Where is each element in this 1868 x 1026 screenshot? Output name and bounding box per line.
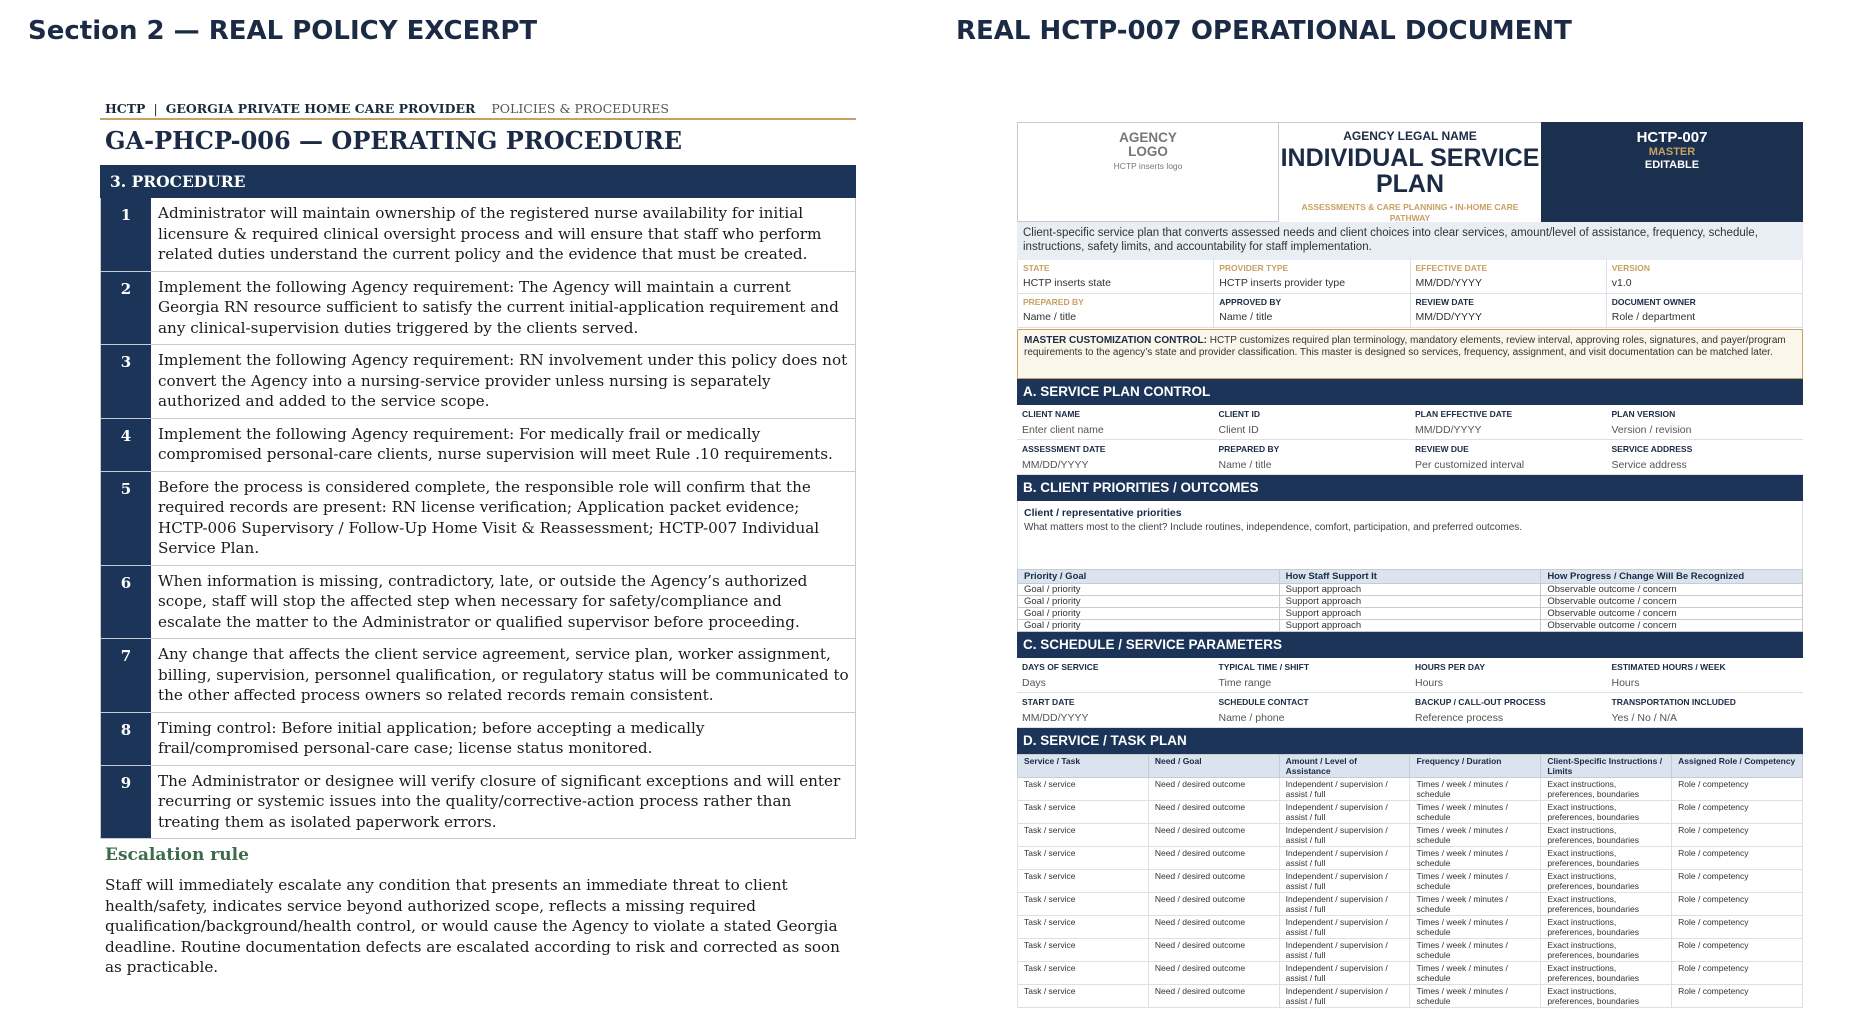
goals-cell[interactable]: Observable outcome / concern — [1541, 620, 1803, 632]
step-text: The Administrator or designee will verify closure of significant exceptions and will enter recurring or systemic issues into the quality/corrective-action process rather than treating them as isolated paperwork errors. — [158, 771, 841, 831]
meta-field[interactable] — [1018, 260, 1214, 294]
task-cell[interactable]: Times / week / minutes / schedule — [1410, 778, 1541, 801]
form-field-label: SCHEDULE CONTACT — [1218, 697, 1309, 707]
task-cell[interactable]: Role / competency — [1672, 985, 1803, 1008]
task-cell[interactable]: Times / week / minutes / schedule — [1410, 870, 1541, 893]
step-text: Administrator will maintain ownership of the registered nurse availability for initial licensure & required clinical oversight process and will ensure that staff who perform related duties understand the current policy and the evidence that must be created. — [158, 204, 822, 263]
form-field[interactable] — [1214, 658, 1411, 693]
agency-logo-placeholder — [1017, 122, 1279, 222]
step-text: Timing control: Before initial application; before accepting a medically frail/compromised personal-care case; license status monitored. — [158, 718, 705, 757]
tasks-column-header: Client-Specific Instructions / Limits — [1541, 755, 1672, 778]
customization-control — [1017, 329, 1803, 379]
task-cell[interactable]: Need / desired outcome — [1148, 962, 1279, 985]
tasks-column-header: Service / Task — [1018, 755, 1149, 778]
step-number: 6 — [101, 566, 151, 639]
task-cell[interactable]: Times / week / minutes / schedule — [1410, 801, 1541, 824]
task-cell[interactable]: Role / competency — [1672, 962, 1803, 985]
form-field-label: PREPARED BY — [1218, 444, 1280, 454]
procedure-step — [101, 566, 856, 640]
form-field-value[interactable]: MM/DD/YYYY — [1415, 424, 1482, 436]
table-row — [1018, 801, 1803, 824]
task-cell[interactable]: Independent / supervision / assist / full — [1279, 824, 1410, 847]
schedule-fields — [1017, 658, 1803, 728]
task-cell[interactable]: Role / competency — [1672, 847, 1803, 870]
meta-field-label: STATE — [1023, 263, 1050, 273]
section-c-heading: C. SCHEDULE / SERVICE PARAMETERS — [1017, 632, 1803, 658]
procedure-step — [101, 639, 856, 713]
task-cell[interactable]: Role / competency — [1672, 939, 1803, 962]
form-field-value[interactable]: Version / revision — [1611, 424, 1692, 436]
meta-field[interactable] — [1607, 294, 1803, 328]
task-cell[interactable]: Need / desired outcome — [1148, 870, 1279, 893]
form-field[interactable] — [1410, 405, 1607, 440]
goals-cell[interactable]: Support approach — [1279, 584, 1541, 596]
document-meta-grid — [1017, 260, 1803, 328]
task-cell[interactable]: Times / week / minutes / schedule — [1410, 916, 1541, 939]
form-field-label: ESTIMATED HOURS / WEEK — [1611, 662, 1726, 672]
task-cell[interactable]: Role / competency — [1672, 916, 1803, 939]
procedure-step — [101, 713, 856, 766]
form-field[interactable] — [1607, 658, 1804, 693]
meta-field-label: APPROVED BY — [1219, 297, 1282, 307]
form-field-value[interactable]: Client ID — [1218, 424, 1259, 436]
form-field-label: ASSESSMENT DATE — [1022, 444, 1106, 454]
form-field[interactable] — [1410, 658, 1607, 693]
procedure-heading: 3. PROCEDURE — [100, 165, 856, 198]
task-cell[interactable]: Exact instructions, preferences, boundaries — [1541, 985, 1672, 1008]
task-cell[interactable]: Need / desired outcome — [1148, 939, 1279, 962]
form-field-label: PLAN VERSION — [1611, 409, 1676, 419]
form-field-label: SERVICE ADDRESS — [1611, 444, 1693, 454]
form-field-value[interactable]: Days — [1022, 677, 1046, 689]
form-field-label: TRANSPORTATION INCLUDED — [1611, 697, 1736, 707]
table-row — [1018, 893, 1803, 916]
step-number: 9 — [101, 766, 151, 839]
task-cell[interactable]: Need / desired outcome — [1148, 801, 1279, 824]
step-number: 5 — [101, 472, 151, 565]
isp-subtitle: ASSESSMENTS & CARE PLANNING • IN-HOME CARE PATHWAY — [1301, 202, 1519, 223]
goals-cell[interactable]: Support approach — [1279, 620, 1541, 632]
procedure-step — [101, 198, 856, 272]
goals-column-header: How Staff Support It — [1279, 570, 1541, 584]
step-number: 1 — [101, 198, 151, 271]
task-cell[interactable]: Times / week / minutes / schedule — [1410, 847, 1541, 870]
form-field-value[interactable]: MM/DD/YYYY — [1022, 459, 1089, 471]
step-text: Any change that affects the client service agreement, service plan, worker assignment, billing, supervision, personnel qualification, or regulatory status will be communicated to the other affected process owners so related records remain consistent. — [158, 645, 849, 704]
step-number: 2 — [101, 272, 151, 345]
escalation-title: Escalation rule — [105, 845, 249, 865]
task-cell[interactable]: Independent / supervision / assist / full — [1279, 870, 1410, 893]
goals-cell[interactable]: Observable outcome / concern — [1541, 584, 1803, 596]
task-cell[interactable]: Need / desired outcome — [1148, 985, 1279, 1008]
form-field-value[interactable]: Name / title — [1218, 459, 1272, 471]
meta-field-label: PROVIDER TYPE — [1219, 263, 1289, 273]
task-cell[interactable]: Independent / supervision / assist / full — [1279, 778, 1410, 801]
step-number: 8 — [101, 713, 151, 765]
task-cell[interactable]: Exact instructions, preferences, boundaries — [1541, 962, 1672, 985]
custom-label: MASTER CUSTOMIZATION CONTROL: — [1024, 335, 1207, 346]
task-cell[interactable]: Task / service — [1018, 939, 1149, 962]
step-number: 7 — [101, 639, 151, 712]
agency-legal-name: AGENCY LEGAL NAME — [1343, 129, 1477, 143]
header-org: HCTP — [105, 100, 146, 116]
task-cell[interactable]: Role / competency — [1672, 893, 1803, 916]
isp-title: INDIVIDUAL SERVICE PLAN — [1280, 144, 1540, 198]
form-field-value[interactable]: Reference process — [1415, 712, 1504, 724]
policy-excerpt — [100, 98, 856, 978]
meta-field-label: VERSION — [1611, 263, 1651, 273]
meta-field[interactable] — [1607, 260, 1803, 294]
policy-title: GA-PHCP-006 — OPERATING PROCEDURE — [105, 126, 683, 155]
task-cell[interactable]: Role / competency — [1672, 870, 1803, 893]
form-field[interactable] — [1214, 405, 1411, 440]
task-cell[interactable]: Times / week / minutes / schedule — [1410, 824, 1541, 847]
form-field-value[interactable]: MM/DD/YYYY — [1022, 712, 1089, 724]
section-b-heading: B. CLIENT PRIORITIES / OUTCOMES — [1017, 475, 1803, 501]
form-field[interactable] — [1607, 440, 1804, 475]
form-field[interactable] — [1214, 440, 1411, 475]
task-cell[interactable]: Role / competency — [1672, 778, 1803, 801]
logo-sub: HCTP inserts logo — [1113, 161, 1183, 171]
table-row — [1018, 824, 1803, 847]
meta-field[interactable] — [1411, 294, 1607, 328]
task-cell[interactable]: Exact instructions, preferences, boundaries — [1541, 939, 1672, 962]
task-cell[interactable]: Times / week / minutes / schedule — [1410, 939, 1541, 962]
task-cell[interactable]: Exact instructions, preferences, boundaries — [1541, 824, 1672, 847]
meta-field-value[interactable]: v1.0 — [1611, 277, 1632, 289]
goals-cell[interactable]: Observable outcome / concern — [1541, 608, 1803, 620]
goals-cell[interactable]: Goal / priority — [1018, 584, 1280, 596]
task-cell[interactable]: Exact instructions, preferences, boundaries — [1541, 870, 1672, 893]
form-field-label: DAYS OF SERVICE — [1022, 662, 1099, 672]
editable-label: EDITABLE — [1644, 159, 1700, 171]
meta-field[interactable] — [1214, 294, 1410, 328]
section-d-heading: D. SERVICE / TASK PLAN — [1017, 728, 1803, 754]
task-cell[interactable]: Independent / supervision / assist / full — [1279, 985, 1410, 1008]
form-field-value[interactable]: Name / phone — [1218, 712, 1285, 724]
left-section-title: Section 2 — REAL POLICY EXCERPT — [28, 16, 538, 46]
tasks-column-header: Frequency / Duration — [1410, 755, 1541, 778]
goals-column-header: Priority / Goal — [1018, 570, 1280, 584]
form-field-label: BACKUP / CALL-OUT PROCESS — [1415, 697, 1546, 707]
procedure-step — [101, 419, 856, 472]
task-cell[interactable]: Task / service — [1018, 870, 1149, 893]
task-cell[interactable]: Independent / supervision / assist / full — [1279, 801, 1410, 824]
form-field-label: TYPICAL TIME / SHIFT — [1218, 662, 1310, 672]
task-cell[interactable]: Exact instructions, preferences, boundaries — [1541, 916, 1672, 939]
form-field[interactable] — [1607, 693, 1804, 728]
task-cell[interactable]: Role / competency — [1672, 801, 1803, 824]
priorities-hint: What matters most to the client? Include routines, independence, comfort, participation, and preferred outcomes. — [1024, 522, 1523, 533]
meta-field-value[interactable]: Name / title — [1219, 311, 1273, 323]
header-separator: | — [153, 100, 158, 116]
task-cell[interactable]: Task / service — [1018, 801, 1149, 824]
document-code: HCTP-007 — [1636, 129, 1708, 146]
form-field-label: CLIENT ID — [1218, 409, 1261, 419]
service-plan-control-fields — [1017, 405, 1803, 475]
step-text: Implement the following Agency requirement: The Agency will maintain a current Georgia RN resource sufficient to satisfy the current initial-application requirement and any clinical-supervision duties triggered by the clients served. — [158, 277, 839, 337]
section-a-heading: A. SERVICE PLAN CONTROL — [1017, 379, 1803, 405]
procedure-steps — [100, 198, 856, 839]
tasks-column-header: Need / Goal — [1148, 755, 1279, 778]
meta-field-value[interactable]: Name / title — [1023, 311, 1077, 323]
goals-cell[interactable]: Goal / priority — [1018, 620, 1280, 632]
header-provider: GEORGIA PRIVATE HOME CARE PROVIDER — [165, 100, 476, 116]
task-cell[interactable]: Task / service — [1018, 962, 1149, 985]
task-cell[interactable]: Exact instructions, preferences, boundaries — [1541, 847, 1672, 870]
meta-field-value[interactable]: HCTP inserts provider type — [1219, 277, 1346, 289]
task-cell[interactable]: Independent / supervision / assist / full — [1279, 893, 1410, 916]
document-code-block — [1541, 122, 1803, 222]
step-number: 4 — [101, 419, 151, 471]
goals-cell[interactable]: Support approach — [1279, 596, 1541, 608]
tasks-column-header: Amount / Level of Assistance — [1279, 755, 1410, 778]
form-field[interactable] — [1017, 693, 1214, 728]
form-field[interactable] — [1017, 658, 1214, 693]
escalation-text: Staff will immediately escalate any condition that presents an immediate threat to client health/safety, indicates service beyond authorized scope, reflects a missing required qualification/background/health control, or would cause the Agency to violate a stated Georgia deadline. Routine documentation defects are escalated according to risk and corrected as soon as practicable. — [105, 876, 840, 976]
form-field-label: REVIEW DUE — [1415, 444, 1469, 454]
form-field-label: HOURS PER DAY — [1415, 662, 1486, 672]
table-row — [1018, 620, 1803, 632]
isp-description: Client-specific service plan that converts assessed needs and client choices into clear services, amount/level of assistance, frequency, schedule, instructions, safety limits, and accountability for staff implementation. — [1017, 222, 1803, 260]
header-section: POLICIES & PROCEDURES — [491, 100, 669, 116]
table-row — [1018, 985, 1803, 1008]
logo-line1: AGENCY — [1119, 130, 1177, 145]
procedure-step — [101, 345, 856, 419]
task-cell[interactable]: Times / week / minutes / schedule — [1410, 985, 1541, 1008]
meta-field[interactable] — [1018, 294, 1214, 328]
right-section-title: REAL HCTP-007 OPERATIONAL DOCUMENT — [956, 16, 1572, 46]
step-text: Before the process is considered complete, the responsible role will confirm that the required records are present: RN license verification; Application packet evidence; HCTP-006 Supervisory / Follow-Up Home Visit & Reassessment; HCTP-007 Individual Service Plan. — [158, 477, 820, 557]
form-field-label: CLIENT NAME — [1022, 409, 1081, 419]
table-row — [1018, 916, 1803, 939]
goals-cell[interactable]: Goal / priority — [1018, 596, 1280, 608]
form-field[interactable] — [1017, 405, 1214, 440]
task-cell[interactable]: Independent / supervision / assist / full — [1279, 939, 1410, 962]
form-field[interactable] — [1410, 693, 1607, 728]
task-cell[interactable]: Task / service — [1018, 778, 1149, 801]
custom-text: HCTP customizes required plan terminology, mandatory elements, review interval, approving roles, signatures, and payer/program requirements to the agency’s state and provider classification. This master is designed so services, frequency, assignment, and visit documentation can be matched later. — [1024, 335, 1786, 358]
task-cell[interactable]: Need / desired outcome — [1148, 916, 1279, 939]
priorities-label: Client / representative priorities — [1024, 507, 1182, 519]
form-field-label: PLAN EFFECTIVE DATE — [1415, 409, 1513, 419]
table-row — [1018, 584, 1803, 596]
form-field-value[interactable]: Hours — [1415, 677, 1444, 689]
task-cell[interactable]: Times / week / minutes / schedule — [1410, 893, 1541, 916]
task-cell[interactable]: Exact instructions, preferences, boundaries — [1541, 801, 1672, 824]
form-field-value[interactable]: Service address — [1611, 459, 1687, 471]
goals-cell[interactable]: Support approach — [1279, 608, 1541, 620]
task-cell[interactable]: Need / desired outcome — [1148, 847, 1279, 870]
isp-header — [1017, 122, 1803, 222]
task-cell[interactable]: Exact instructions, preferences, boundaries — [1541, 893, 1672, 916]
meta-field-value[interactable]: HCTP inserts state — [1023, 277, 1111, 289]
meta-field-label: PREPARED BY — [1023, 297, 1084, 307]
meta-field-value[interactable]: Role / department — [1611, 311, 1696, 323]
task-cell[interactable]: Task / service — [1018, 985, 1149, 1008]
table-row — [1018, 847, 1803, 870]
meta-field-label: DOCUMENT OWNER — [1611, 297, 1696, 307]
task-cell[interactable]: Independent / supervision / assist / full — [1279, 962, 1410, 985]
task-cell[interactable]: Need / desired outcome — [1148, 824, 1279, 847]
meta-field-value[interactable]: MM/DD/YYYY — [1415, 277, 1483, 289]
task-cell[interactable]: Independent / supervision / assist / full — [1279, 916, 1410, 939]
step-text: When information is missing, contradictory, late, or outside the Agency’s authorized scope, staff will stop the affected step when necessary for safety/compliance and escalate the matter to the Administrator or qualified supervisor before proceeding. — [158, 571, 808, 631]
meta-field-label: REVIEW DATE — [1415, 297, 1474, 307]
logo-line2: LOGO — [1128, 144, 1168, 159]
form-field-value[interactable]: Enter client name — [1022, 424, 1104, 436]
task-cell[interactable]: Task / service — [1018, 824, 1149, 847]
task-cell[interactable]: Independent / supervision / assist / full — [1279, 847, 1410, 870]
task-cell[interactable]: Need / desired outcome — [1148, 778, 1279, 801]
task-plan-table — [1017, 754, 1803, 1008]
meta-field[interactable] — [1214, 260, 1410, 294]
task-cell[interactable]: Task / service — [1018, 847, 1149, 870]
task-cell[interactable]: Need / desired outcome — [1148, 893, 1279, 916]
step-text: Implement the following Agency requirement: RN involvement under this policy does not convert the Agency into a nursing-service provider unless nursing is separately authorized and added to the service scope. — [158, 351, 848, 410]
task-cell[interactable]: Exact instructions, preferences, boundaries — [1541, 778, 1672, 801]
goals-column-header: How Progress / Change Will Be Recognized — [1541, 570, 1803, 584]
master-label: MASTER — [1648, 146, 1696, 158]
table-row — [1018, 778, 1803, 801]
policy-header — [100, 98, 856, 120]
form-field-label: START DATE — [1022, 697, 1075, 707]
procedure-step — [101, 766, 856, 840]
goals-cell[interactable]: Goal / priority — [1018, 608, 1280, 620]
form-field-value[interactable]: Yes / No / N/A — [1611, 712, 1678, 724]
form-field-value[interactable]: Hours — [1611, 677, 1640, 689]
table-row — [1018, 596, 1803, 608]
priorities-field[interactable] — [1017, 501, 1803, 569]
task-cell[interactable]: Task / service — [1018, 916, 1149, 939]
meta-field[interactable] — [1411, 260, 1607, 294]
isp-title-block — [1279, 122, 1541, 222]
task-cell[interactable]: Role / competency — [1672, 824, 1803, 847]
task-cell[interactable]: Times / week / minutes / schedule — [1410, 962, 1541, 985]
task-cell[interactable]: Task / service — [1018, 893, 1149, 916]
step-number: 3 — [101, 345, 151, 418]
goals-cell[interactable]: Observable outcome / concern — [1541, 596, 1803, 608]
form-field-value[interactable]: Time range — [1218, 677, 1272, 689]
table-row — [1018, 939, 1803, 962]
meta-field-label: EFFECTIVE DATE — [1415, 263, 1488, 273]
table-row — [1018, 962, 1803, 985]
tasks-column-header: Assigned Role / Competency — [1672, 755, 1803, 778]
procedure-step — [101, 272, 856, 346]
form-field[interactable] — [1607, 405, 1804, 440]
table-row — [1018, 870, 1803, 893]
form-field[interactable] — [1214, 693, 1411, 728]
service-plan-document — [1017, 122, 1803, 1006]
form-field[interactable] — [1017, 440, 1214, 475]
form-field[interactable] — [1410, 440, 1607, 475]
form-field-value[interactable]: Per customized interval — [1415, 459, 1525, 471]
step-text: Implement the following Agency requirement: For medically frail or medically compromised personal-care clients, nurse supervision will meet Rule .10 requirements. — [158, 424, 833, 463]
meta-field-value[interactable]: MM/DD/YYYY — [1415, 311, 1483, 323]
procedure-step — [101, 472, 856, 566]
goals-table — [1017, 569, 1803, 632]
table-row — [1018, 608, 1803, 620]
